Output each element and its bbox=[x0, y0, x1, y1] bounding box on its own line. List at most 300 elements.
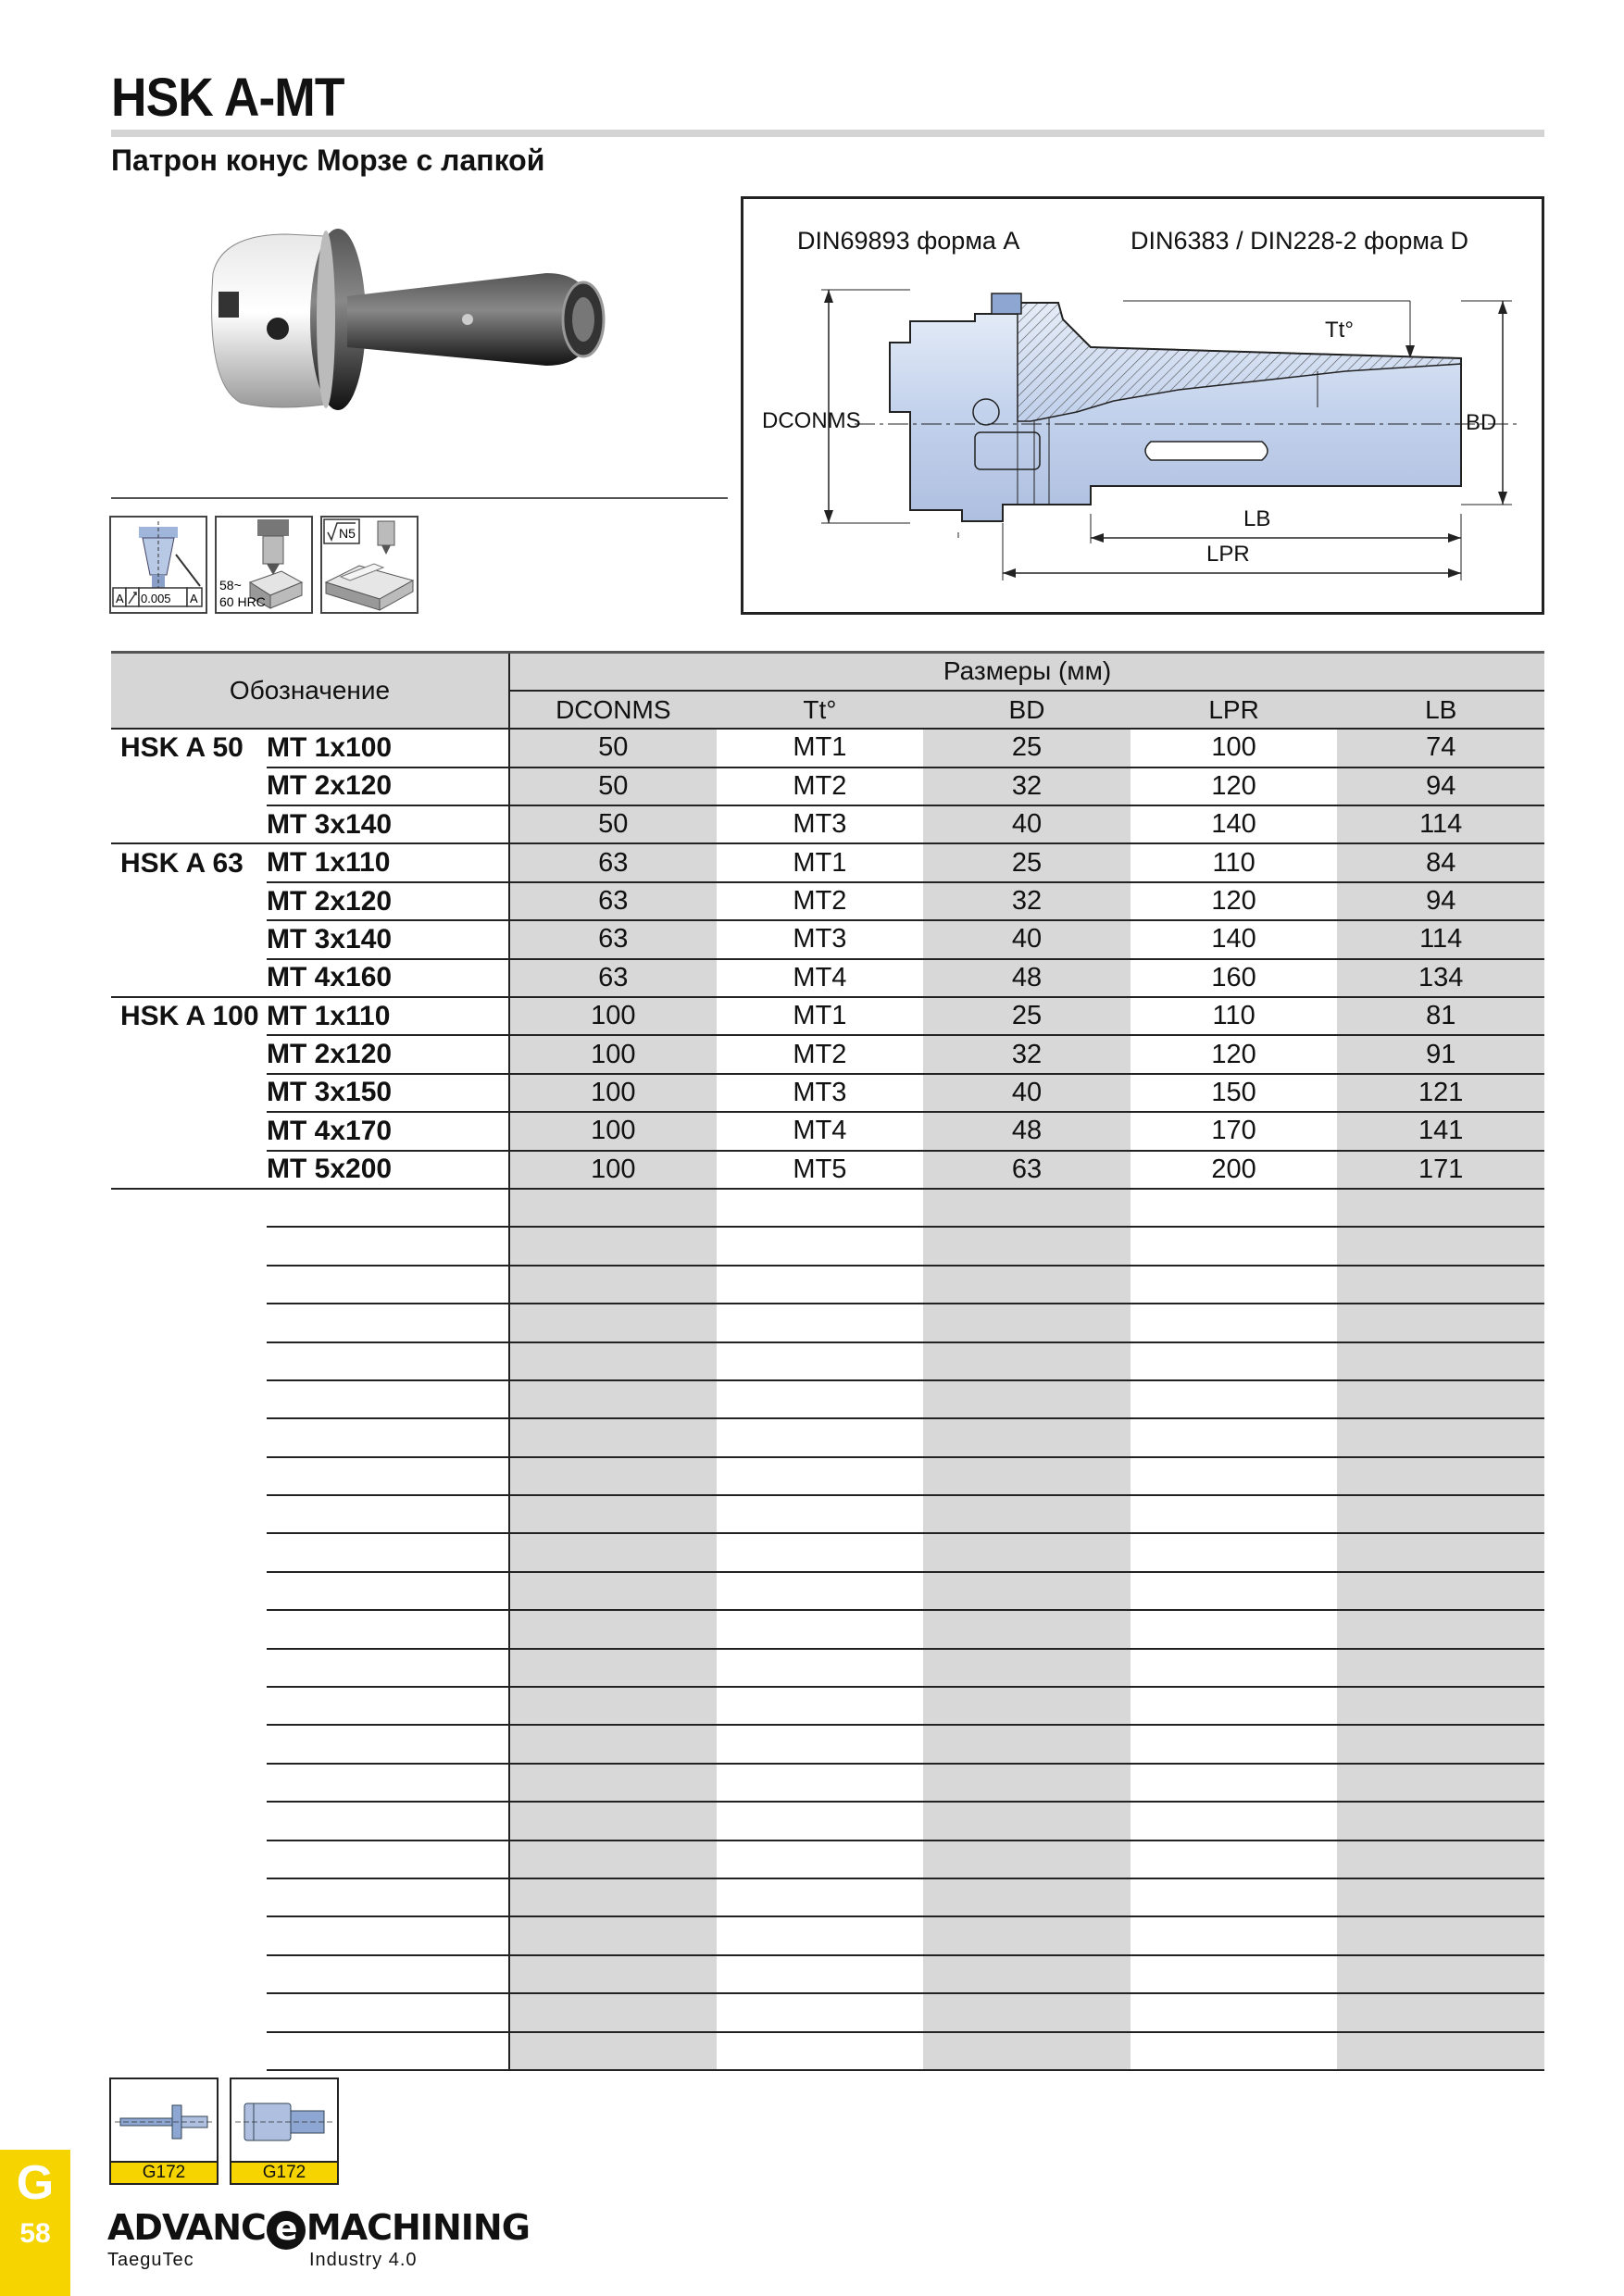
empty-table-row bbox=[111, 1266, 1544, 1304]
empty-designation-cell bbox=[267, 1495, 509, 1533]
empty-cell-lpr bbox=[1131, 1342, 1338, 1380]
empty-cell-lpr bbox=[1131, 1649, 1338, 1687]
empty-cell-dconms bbox=[509, 1878, 717, 1916]
cell-tt: MT3 bbox=[717, 1074, 924, 1112]
ref-drift-key[interactable] bbox=[109, 2078, 219, 2185]
cell-bd: 40 bbox=[923, 920, 1131, 958]
empty-table-row bbox=[111, 1572, 1544, 1610]
empty-cell-bd bbox=[923, 1304, 1131, 1341]
empty-cell-bd bbox=[923, 1649, 1131, 1687]
empty-cell-lpr bbox=[1131, 1227, 1338, 1265]
cell-bd: 63 bbox=[923, 1151, 1131, 1189]
empty-cell-bd bbox=[923, 1189, 1131, 1227]
empty-cell-dconms bbox=[509, 1955, 717, 1993]
table-row bbox=[111, 997, 1544, 1035]
row-designation-cell: MT 1x110 bbox=[267, 997, 509, 1035]
empty-designation-cell bbox=[267, 1916, 509, 1954]
empty-cell-lb bbox=[1337, 1955, 1544, 1993]
empty-designation-cell bbox=[267, 1764, 509, 1802]
section-letter: G bbox=[16, 2156, 55, 2210]
empty-cell-lb bbox=[1337, 1649, 1544, 1687]
empty-group-cell bbox=[111, 1418, 267, 1456]
cell-lb: 141 bbox=[1337, 1112, 1544, 1150]
cell-dconms: 100 bbox=[509, 1074, 717, 1112]
ref-drift-key-page: G172 bbox=[111, 2161, 217, 2183]
empty-cell-tt bbox=[717, 1189, 924, 1227]
table-row bbox=[111, 959, 1544, 997]
empty-designation-cell bbox=[267, 1380, 509, 1418]
empty-group-cell bbox=[111, 1802, 267, 1840]
cell-lb: 81 bbox=[1337, 997, 1544, 1035]
cell-bd: 25 bbox=[923, 729, 1131, 767]
empty-designation-cell bbox=[267, 1533, 509, 1571]
cell-lpr: 140 bbox=[1131, 805, 1338, 843]
empty-cell-bd bbox=[923, 1687, 1131, 1725]
empty-cell-bd bbox=[923, 2032, 1131, 2070]
cell-bd: 25 bbox=[923, 843, 1131, 881]
cell-bd: 40 bbox=[923, 1074, 1131, 1112]
empty-cell-dconms bbox=[509, 1457, 717, 1495]
empty-cell-tt bbox=[717, 1304, 924, 1341]
cell-tt: MT2 bbox=[717, 882, 924, 920]
empty-table-row bbox=[111, 1495, 1544, 1533]
cell-dconms: 50 bbox=[509, 729, 717, 767]
cell-lpr: 200 bbox=[1131, 1151, 1338, 1189]
cell-lpr: 110 bbox=[1131, 997, 1338, 1035]
empty-cell-tt bbox=[717, 1802, 924, 1840]
runout-icon bbox=[109, 516, 207, 614]
ref-sleeve-page: G172 bbox=[231, 2161, 337, 2183]
cell-lb: 121 bbox=[1337, 1074, 1544, 1112]
photo-divider bbox=[111, 497, 728, 499]
empty-cell-bd bbox=[923, 1955, 1131, 1993]
cell-dconms: 100 bbox=[509, 1112, 717, 1150]
hardness-line1: 58~ bbox=[219, 578, 242, 593]
empty-designation-cell bbox=[267, 1457, 509, 1495]
empty-designation-cell bbox=[267, 2032, 509, 2070]
cell-bd: 40 bbox=[923, 805, 1131, 843]
technical-drawing bbox=[741, 196, 1544, 615]
reduction-sleeve-icon bbox=[231, 2079, 337, 2161]
cell-lb: 114 bbox=[1337, 805, 1544, 843]
empty-group-cell bbox=[111, 1610, 267, 1648]
col-header-lpr: LPR bbox=[1131, 691, 1338, 729]
empty-cell-dconms bbox=[509, 1841, 717, 1878]
cell-lpr: 100 bbox=[1131, 729, 1338, 767]
empty-cell-tt bbox=[717, 1572, 924, 1610]
empty-cell-tt bbox=[717, 1418, 924, 1456]
empty-cell-lb bbox=[1337, 1533, 1544, 1571]
empty-cell-dconms bbox=[509, 1227, 717, 1265]
empty-table-row bbox=[111, 1878, 1544, 1916]
cell-lpr: 120 bbox=[1131, 882, 1338, 920]
empty-group-cell bbox=[111, 1533, 267, 1571]
empty-cell-bd bbox=[923, 1878, 1131, 1916]
empty-cell-lpr bbox=[1131, 1266, 1338, 1304]
empty-cell-tt bbox=[717, 1649, 924, 1687]
empty-cell-lb bbox=[1337, 1802, 1544, 1840]
empty-cell-bd bbox=[923, 1572, 1131, 1610]
row-designation-cell: MT 2x120 bbox=[267, 882, 509, 920]
table-row bbox=[111, 843, 1544, 881]
hardness-icon bbox=[215, 516, 313, 614]
empty-cell-bd bbox=[923, 1380, 1131, 1418]
empty-cell-dconms bbox=[509, 1342, 717, 1380]
row-group-cell bbox=[111, 920, 267, 958]
cell-lb: 74 bbox=[1337, 729, 1544, 767]
empty-group-cell bbox=[111, 1687, 267, 1725]
empty-group-cell bbox=[111, 1266, 267, 1304]
row-group-cell: HSK A 100 bbox=[120, 1001, 259, 1032]
empty-designation-cell bbox=[267, 1189, 509, 1227]
empty-cell-dconms bbox=[509, 1725, 717, 1763]
empty-cell-lpr bbox=[1131, 1841, 1338, 1878]
cell-tt: MT5 bbox=[717, 1151, 924, 1189]
empty-cell-lpr bbox=[1131, 1993, 1338, 2031]
empty-cell-lpr bbox=[1131, 1457, 1338, 1495]
empty-cell-lb bbox=[1337, 1418, 1544, 1456]
row-group-cell bbox=[111, 805, 267, 843]
empty-cell-tt bbox=[717, 1955, 924, 1993]
empty-cell-lb bbox=[1337, 1304, 1544, 1341]
empty-table-row bbox=[111, 1841, 1544, 1878]
table-row bbox=[111, 1074, 1544, 1112]
empty-cell-tt bbox=[717, 1610, 924, 1648]
row-designation-cell: MT 2x120 bbox=[267, 1035, 509, 1073]
designation-header: Обозначение bbox=[111, 653, 509, 730]
page-subtitle: Патрон конус Морзе с лапкой bbox=[111, 144, 545, 177]
empty-table-row bbox=[111, 1418, 1544, 1456]
empty-cell-tt bbox=[717, 1342, 924, 1380]
cell-dconms: 63 bbox=[509, 920, 717, 958]
table-row bbox=[111, 729, 1544, 767]
cell-tt: MT3 bbox=[717, 805, 924, 843]
cell-tt: MT1 bbox=[717, 843, 924, 881]
row-group-cell bbox=[111, 1074, 267, 1112]
empty-cell-dconms bbox=[509, 1764, 717, 1802]
surface-finish-label: N5 bbox=[339, 526, 356, 541]
empty-cell-bd bbox=[923, 1418, 1131, 1456]
empty-cell-tt bbox=[717, 1916, 924, 1954]
brand-company: TaeguTec bbox=[107, 2250, 194, 2270]
cell-tt: MT1 bbox=[717, 997, 924, 1035]
cell-dconms: 100 bbox=[509, 1151, 717, 1189]
empty-group-cell bbox=[111, 1380, 267, 1418]
row-group-cell bbox=[111, 1112, 267, 1150]
empty-table-row bbox=[111, 1457, 1544, 1495]
empty-cell-dconms bbox=[509, 1993, 717, 2031]
empty-table-row bbox=[111, 1687, 1544, 1725]
table-row bbox=[111, 1151, 1544, 1189]
empty-cell-lb bbox=[1337, 1725, 1544, 1763]
cell-lb: 94 bbox=[1337, 767, 1544, 805]
empty-cell-bd bbox=[923, 1916, 1131, 1954]
empty-group-cell bbox=[111, 1878, 267, 1916]
empty-group-cell bbox=[111, 2032, 267, 2070]
col-header-lb: LB bbox=[1337, 691, 1544, 729]
product-photo bbox=[185, 218, 630, 440]
empty-group-cell bbox=[111, 1841, 267, 1878]
empty-cell-lb bbox=[1337, 2032, 1544, 2070]
row-group-cell bbox=[111, 882, 267, 920]
empty-cell-tt bbox=[717, 1687, 924, 1725]
table-row bbox=[111, 767, 1544, 805]
empty-cell-bd bbox=[923, 1993, 1131, 2031]
row-designation-cell: MT 1x110 bbox=[267, 843, 509, 881]
empty-cell-lpr bbox=[1131, 1878, 1338, 1916]
standard-label-left: DIN69893 форма A bbox=[797, 227, 1020, 255]
empty-designation-cell bbox=[267, 1418, 509, 1456]
empty-cell-lb bbox=[1337, 1610, 1544, 1648]
empty-table-row bbox=[111, 1649, 1544, 1687]
table-row bbox=[111, 1112, 1544, 1150]
cell-dconms: 63 bbox=[509, 959, 717, 997]
empty-designation-cell bbox=[267, 1227, 509, 1265]
cell-lpr: 140 bbox=[1131, 920, 1338, 958]
empty-table-row bbox=[111, 1955, 1544, 1993]
dimensions-header: Размеры (мм) bbox=[509, 653, 1544, 691]
dim-bd: BD bbox=[1466, 410, 1497, 435]
row-group-cell: HSK A 50 bbox=[120, 732, 244, 764]
empty-group-cell bbox=[111, 1457, 267, 1495]
drift-key-icon bbox=[111, 2079, 217, 2161]
empty-cell-lpr bbox=[1131, 1955, 1338, 1993]
surface-finish-icon bbox=[320, 516, 418, 614]
col-header-bd: BD bbox=[923, 691, 1131, 729]
empty-table-row bbox=[111, 1304, 1544, 1341]
row-designation-cell: MT 4x170 bbox=[267, 1112, 509, 1150]
empty-cell-lpr bbox=[1131, 2032, 1338, 2070]
empty-table-row bbox=[111, 1725, 1544, 1763]
dim-lpr: LPR bbox=[1206, 542, 1250, 567]
empty-group-cell bbox=[111, 1764, 267, 1802]
empty-table-row bbox=[111, 1189, 1544, 1227]
empty-cell-dconms bbox=[509, 1533, 717, 1571]
table-row bbox=[111, 1035, 1544, 1073]
empty-cell-lb bbox=[1337, 1380, 1544, 1418]
cell-tt: MT4 bbox=[717, 959, 924, 997]
empty-cell-dconms bbox=[509, 1380, 717, 1418]
empty-designation-cell bbox=[267, 1725, 509, 1763]
row-group-cell bbox=[111, 1151, 267, 1189]
table-row bbox=[111, 805, 1544, 843]
empty-cell-dconms bbox=[509, 1916, 717, 1954]
empty-group-cell bbox=[111, 1916, 267, 1954]
empty-cell-dconms bbox=[509, 1610, 717, 1648]
empty-group-cell bbox=[111, 1955, 267, 1993]
empty-group-cell bbox=[111, 1993, 267, 2031]
row-group-cell bbox=[111, 767, 267, 805]
col-header-dconms: DCONMS bbox=[509, 691, 717, 729]
empty-group-cell bbox=[111, 1649, 267, 1687]
empty-cell-bd bbox=[923, 1227, 1131, 1265]
cell-lb: 91 bbox=[1337, 1035, 1544, 1073]
row-designation-cell: MT 1x100 bbox=[267, 729, 509, 767]
brand-e: e bbox=[267, 2211, 306, 2250]
empty-cell-bd bbox=[923, 1610, 1131, 1648]
empty-designation-cell bbox=[267, 1993, 509, 2031]
row-designation-cell: MT 5x200 bbox=[267, 1151, 509, 1189]
empty-cell-lb bbox=[1337, 1342, 1544, 1380]
tool-holder-drawing bbox=[743, 199, 1542, 612]
empty-cell-lb bbox=[1337, 1457, 1544, 1495]
empty-cell-lb bbox=[1337, 1687, 1544, 1725]
empty-cell-dconms bbox=[509, 1495, 717, 1533]
empty-cell-lb bbox=[1337, 1189, 1544, 1227]
empty-designation-cell bbox=[267, 1649, 509, 1687]
empty-cell-bd bbox=[923, 1764, 1131, 1802]
empty-cell-bd bbox=[923, 1725, 1131, 1763]
empty-cell-tt bbox=[717, 1878, 924, 1916]
empty-group-cell bbox=[111, 1495, 267, 1533]
cell-tt: MT1 bbox=[717, 729, 924, 767]
standard-label-right: DIN6383 / DIN228-2 форма D bbox=[1131, 227, 1468, 255]
empty-cell-lpr bbox=[1131, 1533, 1338, 1571]
empty-cell-dconms bbox=[509, 1266, 717, 1304]
empty-cell-lpr bbox=[1131, 1304, 1338, 1341]
empty-table-row bbox=[111, 2032, 1544, 2070]
empty-cell-lpr bbox=[1131, 1572, 1338, 1610]
empty-cell-lb bbox=[1337, 1916, 1544, 1954]
empty-cell-lpr bbox=[1131, 1380, 1338, 1418]
empty-cell-bd bbox=[923, 1533, 1131, 1571]
hardness-line2: 60 HRC bbox=[219, 594, 266, 609]
empty-designation-cell bbox=[267, 1342, 509, 1380]
empty-group-cell bbox=[111, 1304, 267, 1341]
cell-tt: MT3 bbox=[717, 920, 924, 958]
empty-designation-cell bbox=[267, 1878, 509, 1916]
cell-lpr: 150 bbox=[1131, 1074, 1338, 1112]
empty-cell-dconms bbox=[509, 1418, 717, 1456]
empty-cell-lb bbox=[1337, 1993, 1544, 2031]
brand-left: ADVANC bbox=[107, 2207, 266, 2248]
cell-bd: 32 bbox=[923, 882, 1131, 920]
empty-cell-tt bbox=[717, 1841, 924, 1878]
empty-cell-dconms bbox=[509, 1572, 717, 1610]
empty-cell-tt bbox=[717, 1457, 924, 1495]
row-designation-cell: MT 4x160 bbox=[267, 959, 509, 997]
empty-cell-lb bbox=[1337, 1764, 1544, 1802]
cell-tt: MT2 bbox=[717, 767, 924, 805]
empty-cell-lb bbox=[1337, 1572, 1544, 1610]
brand-logo bbox=[107, 2207, 530, 2250]
empty-cell-lpr bbox=[1131, 1610, 1338, 1648]
cell-dconms: 50 bbox=[509, 805, 717, 843]
empty-cell-dconms bbox=[509, 1649, 717, 1687]
empty-cell-lpr bbox=[1131, 1687, 1338, 1725]
empty-cell-bd bbox=[923, 1342, 1131, 1380]
empty-table-row bbox=[111, 1993, 1544, 2031]
page-title: HSK A-MT bbox=[111, 68, 344, 128]
dim-tt: Tt° bbox=[1325, 318, 1354, 343]
table-row bbox=[111, 882, 1544, 920]
table-row bbox=[111, 920, 1544, 958]
col-header-tt: Tt° bbox=[717, 691, 924, 729]
row-designation-cell: MT 2x120 bbox=[267, 767, 509, 805]
cell-dconms: 100 bbox=[509, 1035, 717, 1073]
empty-cell-lpr bbox=[1131, 1725, 1338, 1763]
empty-table-row bbox=[111, 1380, 1544, 1418]
empty-cell-tt bbox=[717, 1266, 924, 1304]
cell-lpr: 160 bbox=[1131, 959, 1338, 997]
empty-cell-tt bbox=[717, 1495, 924, 1533]
cell-dconms: 100 bbox=[509, 997, 717, 1035]
empty-cell-lb bbox=[1337, 1495, 1544, 1533]
cell-tt: MT4 bbox=[717, 1112, 924, 1150]
empty-table-row bbox=[111, 1764, 1544, 1802]
empty-group-cell bbox=[111, 1227, 267, 1265]
empty-cell-dconms bbox=[509, 2032, 717, 2070]
page-number: 58 bbox=[19, 2218, 51, 2249]
empty-table-row bbox=[111, 1916, 1544, 1954]
empty-cell-lpr bbox=[1131, 1495, 1338, 1533]
row-group-cell bbox=[111, 959, 267, 997]
empty-cell-tt bbox=[717, 1533, 924, 1571]
spec-table bbox=[111, 651, 1544, 2071]
empty-designation-cell bbox=[267, 1802, 509, 1840]
row-group-cell bbox=[111, 1035, 267, 1073]
row-group-cell: HSK A 63 bbox=[120, 847, 244, 879]
empty-group-cell bbox=[111, 1725, 267, 1763]
dim-lb: LB bbox=[1243, 506, 1271, 531]
empty-cell-lpr bbox=[1131, 1189, 1338, 1227]
cell-bd: 25 bbox=[923, 997, 1131, 1035]
cell-lb: 84 bbox=[1337, 843, 1544, 881]
brand-tagline: Industry 4.0 bbox=[309, 2250, 418, 2270]
empty-cell-lpr bbox=[1131, 1418, 1338, 1456]
empty-table-row bbox=[111, 1342, 1544, 1380]
empty-designation-cell bbox=[267, 1841, 509, 1878]
empty-cell-lpr bbox=[1131, 1802, 1338, 1840]
empty-cell-tt bbox=[717, 1725, 924, 1763]
empty-designation-cell bbox=[267, 1610, 509, 1648]
cell-bd: 32 bbox=[923, 767, 1131, 805]
empty-cell-bd bbox=[923, 1495, 1131, 1533]
cell-bd: 32 bbox=[923, 1035, 1131, 1073]
empty-cell-dconms bbox=[509, 1304, 717, 1341]
empty-cell-tt bbox=[717, 1764, 924, 1802]
empty-cell-dconms bbox=[509, 1687, 717, 1725]
empty-cell-lb bbox=[1337, 1227, 1544, 1265]
empty-table-row bbox=[111, 1610, 1544, 1648]
empty-cell-bd bbox=[923, 1802, 1131, 1840]
empty-cell-bd bbox=[923, 1457, 1131, 1495]
empty-cell-bd bbox=[923, 1841, 1131, 1878]
empty-designation-cell bbox=[267, 1572, 509, 1610]
empty-designation-cell bbox=[267, 1955, 509, 1993]
empty-cell-lb bbox=[1337, 1266, 1544, 1304]
cell-lb: 134 bbox=[1337, 959, 1544, 997]
cell-dconms: 63 bbox=[509, 882, 717, 920]
empty-table-row bbox=[111, 1802, 1544, 1840]
cell-dconms: 50 bbox=[509, 767, 717, 805]
empty-cell-tt bbox=[717, 2032, 924, 2070]
cell-lpr: 120 bbox=[1131, 767, 1338, 805]
cell-bd: 48 bbox=[923, 959, 1131, 997]
brand-right: MACHINING bbox=[306, 2207, 530, 2248]
empty-cell-bd bbox=[923, 1266, 1131, 1304]
cell-bd: 48 bbox=[923, 1112, 1131, 1150]
empty-cell-lpr bbox=[1131, 1916, 1338, 1954]
empty-designation-cell bbox=[267, 1304, 509, 1341]
empty-cell-tt bbox=[717, 1993, 924, 2031]
cell-lb: 171 bbox=[1337, 1151, 1544, 1189]
ref-sleeve[interactable] bbox=[230, 2078, 339, 2185]
cell-lb: 94 bbox=[1337, 882, 1544, 920]
empty-table-row bbox=[111, 1533, 1544, 1571]
cell-lb: 114 bbox=[1337, 920, 1544, 958]
empty-table-row bbox=[111, 1227, 1544, 1265]
